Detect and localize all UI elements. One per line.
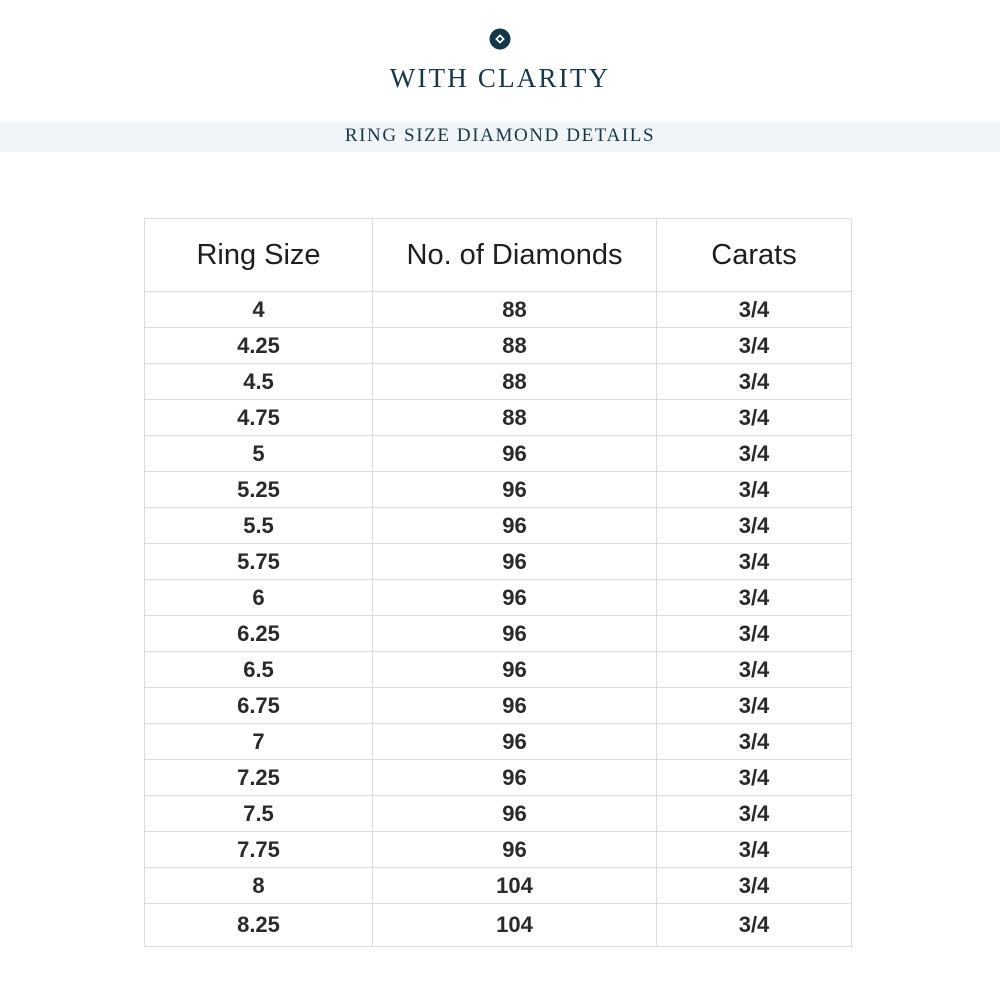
- table-row: [145, 544, 852, 580]
- header-ring-size: Ring Size: [145, 219, 373, 292]
- cell-carats: 3/4: [657, 436, 852, 472]
- cell-ring-size: 5.25: [145, 472, 373, 508]
- cell-carats: 3/4: [657, 760, 852, 796]
- cell-ring-size: 7.5: [145, 796, 373, 832]
- cell-ring-size: 6: [145, 580, 373, 616]
- cell-carats: 3/4: [657, 724, 852, 760]
- cell-diamond-count: 88: [373, 292, 657, 328]
- table-row: [145, 508, 852, 544]
- table-row: [145, 580, 852, 616]
- table-row: [145, 760, 852, 796]
- cell-diamond-count: 96: [373, 436, 657, 472]
- cell-carats: 3/4: [657, 904, 852, 947]
- cell-carats: 3/4: [657, 652, 852, 688]
- cell-diamond-count: 104: [373, 904, 657, 947]
- cell-carats: 3/4: [657, 508, 852, 544]
- brand-name: WITH CLARITY: [389, 63, 611, 93]
- cell-ring-size: 5: [145, 436, 373, 472]
- section-title: RING SIZE DIAMOND DETAILS: [344, 125, 656, 146]
- cell-ring-size: 8: [145, 868, 373, 904]
- table-row: [145, 904, 852, 947]
- table-row: [145, 328, 852, 364]
- cell-carats: 3/4: [657, 796, 852, 832]
- cell-ring-size: 6.75: [145, 688, 373, 724]
- table-row: [145, 832, 852, 868]
- cell-ring-size: 4.25: [145, 328, 373, 364]
- cell-diamond-count: 96: [373, 688, 657, 724]
- cell-ring-size: 7.75: [145, 832, 373, 868]
- cell-diamond-count: 96: [373, 544, 657, 580]
- table-row: [145, 400, 852, 436]
- cell-diamond-count: 96: [373, 760, 657, 796]
- table-header-row: [145, 219, 852, 292]
- cell-diamond-count: 96: [373, 616, 657, 652]
- cell-ring-size: 8.25: [145, 904, 373, 947]
- cell-ring-size: 6.5: [145, 652, 373, 688]
- table-row: [145, 292, 852, 328]
- cell-carats: 3/4: [657, 364, 852, 400]
- cell-ring-size: 4: [145, 292, 373, 328]
- table-row: [145, 436, 852, 472]
- table-row: [145, 652, 852, 688]
- cell-diamond-count: 88: [373, 364, 657, 400]
- cell-carats: 3/4: [657, 832, 852, 868]
- cell-carats: 3/4: [657, 868, 852, 904]
- cell-diamond-count: 88: [373, 400, 657, 436]
- header-no-of-diamonds: No. of Diamonds: [373, 219, 657, 292]
- cell-ring-size: 4.75: [145, 400, 373, 436]
- cell-diamond-count: 104: [373, 868, 657, 904]
- table-row: [145, 724, 852, 760]
- cell-ring-size: 4.5: [145, 364, 373, 400]
- diamond-in-circle-icon: [489, 28, 511, 50]
- cell-diamond-count: 96: [373, 724, 657, 760]
- cell-carats: 3/4: [657, 292, 852, 328]
- cell-diamond-count: 96: [373, 580, 657, 616]
- cell-carats: 3/4: [657, 328, 852, 364]
- table-row: [145, 616, 852, 652]
- ring-size-table: [144, 218, 852, 947]
- table-row: [145, 868, 852, 904]
- cell-ring-size: 7.25: [145, 760, 373, 796]
- cell-carats: 3/4: [657, 472, 852, 508]
- table-row: [145, 688, 852, 724]
- cell-diamond-count: 96: [373, 508, 657, 544]
- header-carats: Carats: [657, 219, 852, 292]
- cell-carats: 3/4: [657, 400, 852, 436]
- cell-ring-size: 7: [145, 724, 373, 760]
- cell-carats: 3/4: [657, 616, 852, 652]
- cell-diamond-count: 96: [373, 652, 657, 688]
- cell-carats: 3/4: [657, 580, 852, 616]
- table-row: [145, 364, 852, 400]
- cell-diamond-count: 88: [373, 328, 657, 364]
- cell-diamond-count: 96: [373, 832, 657, 868]
- cell-ring-size: 5.75: [145, 544, 373, 580]
- cell-carats: 3/4: [657, 544, 852, 580]
- table-row: [145, 796, 852, 832]
- cell-ring-size: 6.25: [145, 616, 373, 652]
- cell-diamond-count: 96: [373, 796, 657, 832]
- cell-ring-size: 5.5: [145, 508, 373, 544]
- cell-carats: 3/4: [657, 688, 852, 724]
- cell-diamond-count: 96: [373, 472, 657, 508]
- table-row: [145, 472, 852, 508]
